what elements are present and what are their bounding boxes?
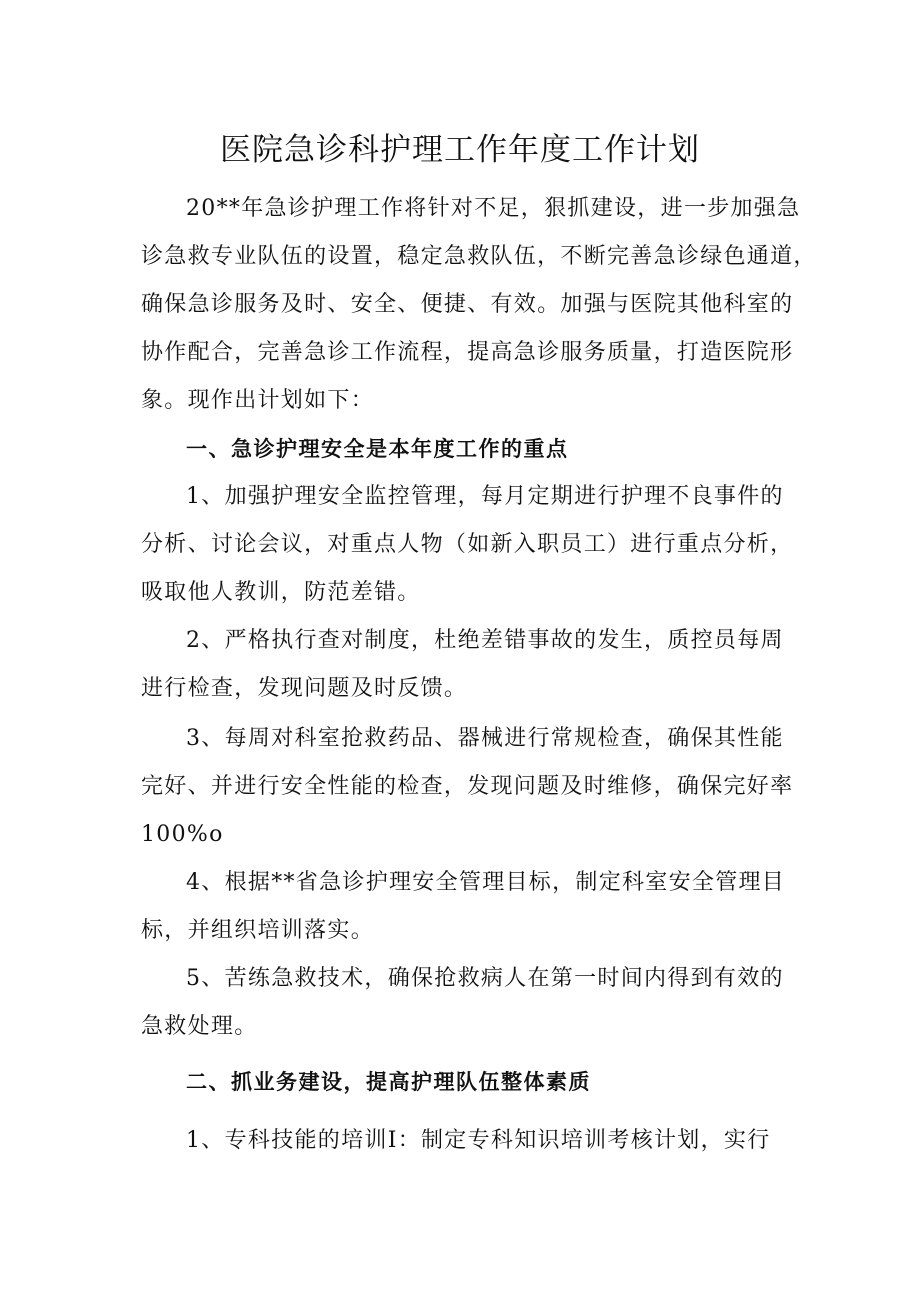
section-1-item-5-line-2: 急救处理。 — [141, 1014, 258, 1039]
intro-line-1: 20**年急诊护理工作将针对不足，狠抓建设，进一步加强急 — [186, 196, 801, 221]
section-1-item-3-line-2: 完好、并进行安全性能的检查，发现问题及时维修，确保完好率 — [141, 774, 794, 799]
section-1-heading: 一、急诊护理安全是本年度工作的重点 — [186, 437, 569, 461]
document-title: 医院急诊科护理工作年度工作计划 — [220, 132, 700, 168]
section-1-item-3-line-3: 100%o — [141, 822, 224, 847]
section-1-item-2-line-1: 2、严格执行查对制度，杜绝差错事故的发生，质控员每周 — [186, 628, 784, 653]
intro-line-5: 象。现作出计划如下： — [141, 388, 375, 413]
section-2-heading: 二、抓业务建设，提高护理队伍整体素质 — [186, 1070, 591, 1094]
intro-line-4: 协作配合，完善急诊工作流程，提高急诊服务质量，打造医院形 — [141, 340, 794, 365]
section-1-item-4-line-1: 4、根据**省急诊护理安全管理目标，制定科室安全管理目 — [186, 870, 786, 895]
section-1-item-2-line-2: 进行检查，发现问题及时反馈。 — [141, 676, 468, 701]
section-1-item-5-line-1: 5、苦练急救技术，确保抢救病人在第一时间内得到有效的 — [186, 966, 784, 991]
section-1-item-1-line-1: 1、加强护理安全监控管理，每月定期进行护理不良事件的 — [186, 484, 784, 509]
intro-line-2: 诊急救专业队伍的设置，稳定急救队伍，不断完善急诊绿色通道， — [141, 244, 817, 269]
section-1-item-1-line-2: 分析、讨论会议，对重点人物（如新入职员工）进行重点分析， — [141, 532, 794, 557]
section-2-item-1-line-1: 1、专科技能的培训I：制定专科知识培训考核计划，实行 — [186, 1128, 771, 1153]
section-1-item-1-line-3: 吸取他人教训，防范差错。 — [141, 580, 421, 605]
section-1-item-4-line-2: 标，并组织培训落实。 — [141, 918, 375, 943]
intro-line-3: 确保急诊服务及时、安全、便捷、有效。加强与医院其他科室的 — [141, 292, 794, 317]
section-1-item-3-line-1: 3、每周对科室抢救药品、器械进行常规检查，确保其性能 — [186, 726, 784, 751]
